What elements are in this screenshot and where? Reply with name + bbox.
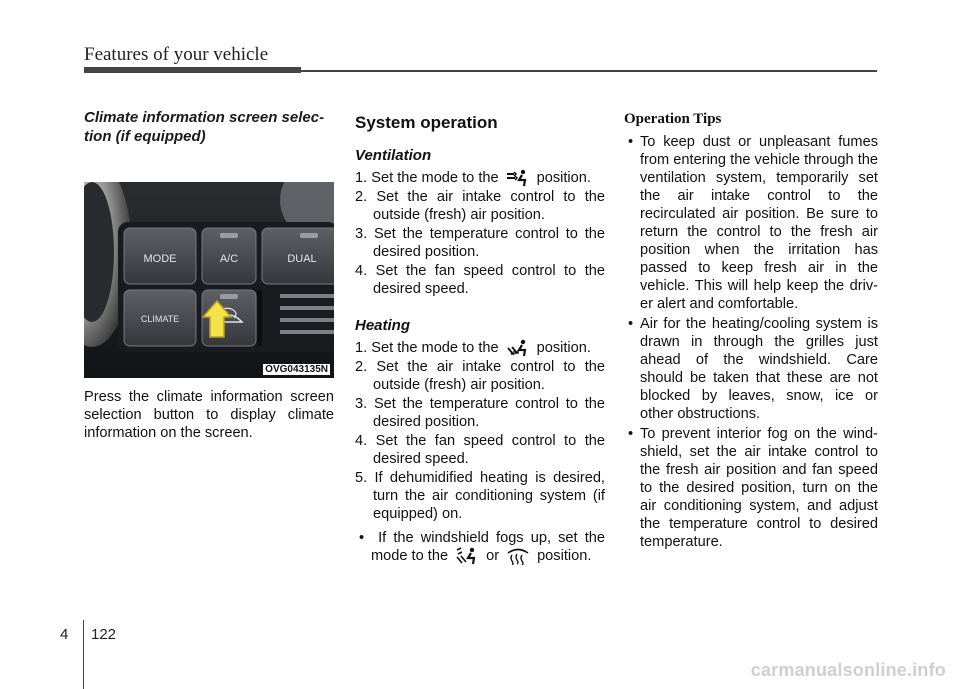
floor-defrost-icon [454,547,480,565]
page-section: 4 [60,626,69,643]
ac-button-label: A/C [219,253,239,265]
heading-line-2: tion (if equipped) [84,128,206,145]
tip-item: • To keep dust or unpleasant fumes from entering the vehicle through the ventilation system, temporarily set the air intake control to the recirculated air position. Be sure to return the control to the fresh air position when the irritation has passed to keep fresh air in the vehicle. This will help keep the driv-er alert and comfortable. [624,133,878,313]
tip-item: • Air for the heating/cooling system is drawn in through the grilles just ahead of the windshield. Care should be taken that these are not blocked by leaves, snow, ice or other obstructions. [624,315,878,423]
page-number: 122 [91,626,117,643]
ventilation-step: 1. Set the mode to the position. [355,170,591,186]
heating-bullets [355,529,605,565]
ventilation-step: 4. Set the fan speed control to the desired speed. [355,263,605,298]
floor-vent-icon [505,339,531,357]
heating-step: 5. If dehumidified heating is desired, turn the air conditioning system (if equipped) on. [355,470,605,523]
heating-step: 4. Set the fan speed control to the desired speed. [355,433,605,468]
heating-steps [355,339,605,523]
column-operation-tips [624,108,878,553]
ventilation-heading: Ventilation [355,147,432,164]
watermark: carmanualsonline.info [750,660,946,680]
heating-heading: Heating [355,317,411,335]
operation-tips-list [624,133,878,551]
system-operation-title: System operation [355,113,498,132]
mode-button-label: MODE [143,253,177,265]
footer-divider [83,620,84,689]
climate-info-heading [84,108,334,146]
heating-step: 2. Set the air intake control to the outside (fresh) air position. [355,359,605,394]
climate-button-label: CLIMATE [140,314,180,324]
column-system-operation [355,108,605,567]
header-rule [84,67,301,73]
heating-step: 1. Set the mode to the position. [355,340,591,357]
heating-step: 3. Set the temperature control to the desired position. [355,396,605,431]
ventilation-steps [355,169,605,298]
climate-panel-illustration [84,182,334,378]
climate-control-photo [84,182,334,378]
tip-item: • To prevent interior fog on the wind-shield, set the air intake control to the fresh air position and fan speed to the desired position, turn on the air conditioning system, and adjust the temperature control to desired temperature. [624,425,878,551]
header-title: Features of your vehicle [84,44,269,65]
climate-info-body: Press the climate information screen selection button to display climate information on the screen. [84,389,334,441]
face-vent-icon [505,169,531,187]
defrost-icon [505,547,531,565]
image-caption: OVG043135N [265,364,328,375]
heading-line-1: Climate information screen selec- [84,109,325,126]
column-climate-info [84,108,334,442]
ventilation-step: 3. Set the temperature control to the desired position. [355,226,605,261]
header-rule-thin [301,70,877,72]
heating-bullet: • If the windshield fogs up, set the mode to the or position. [355,529,605,565]
ventilation-step: 2. Set the air intake control to the outside (fresh) air position. [355,189,605,224]
operation-tips-title: Operation Tips [624,111,722,127]
dual-button-label: DUAL [287,253,317,265]
